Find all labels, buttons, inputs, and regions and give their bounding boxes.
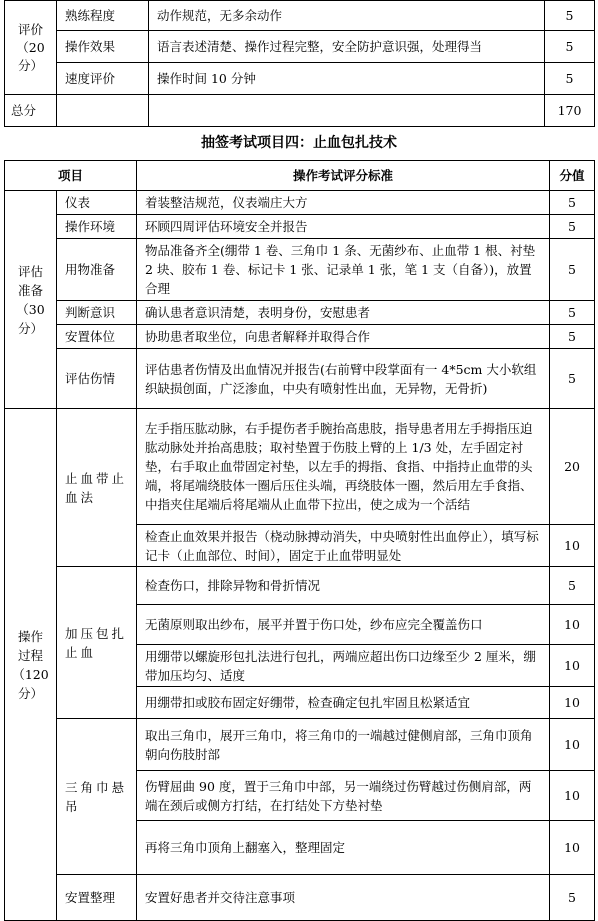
criteria-cell: 取出三角巾，展开三角巾，将三角巾的一端越过健侧肩部，三角巾顶角朝向伤肢肘部 (137, 719, 550, 771)
item-cell: 判断意识 (57, 301, 137, 325)
score-cell: 5 (550, 349, 595, 409)
score-cell: 5 (550, 325, 595, 349)
score-cell: 10 (550, 687, 595, 719)
criteria-cell: 物品准备齐全(绷带 1 卷、三角巾 1 条、无菌纱布、止血带 1 根、衬垫 2 块、胶布 1 卷、标记卡 1 张、记录单 1 张，笔 1 支（自备）)，放置合理 (137, 239, 550, 301)
criteria-cell: 语言表述清楚、操作过程完整，安全防护意识强，处理得当 (149, 31, 545, 63)
score-cell: 5 (550, 239, 595, 301)
criteria-cell: 用绷带以螺旋形包扎法进行包扎，两端应超出伤口边缘至少 2 厘米，绷带加压均匀、适度 (137, 645, 550, 687)
criteria-cell: 着装整洁规范，仪表端庄大方 (137, 191, 550, 215)
table-row (5, 325, 595, 349)
criteria-cell: 用绷带扣或胶布固定好绷带，检查确定包扎牢固且松紧适宜 (137, 687, 550, 719)
criteria-cell: 左手指压肱动脉，右手提伤者手腕抬高患肢，指导患者用左手拇指压迫肱动脉处并抬高患肢；取衬垫置于伤肢上臂的上 1/3 处，左手固定衬垫，右手取止血带固定衬垫，以左手的拇指、食指、中指持止血带的头端，将尾端绕肢体一圈后压住头端，再绕肢体一圈，然后用左手食指、中指夹住尾端后将尾端从止血带下拉出，使之成为一个活结 (137, 409, 550, 525)
item-cell: 评估伤情 (57, 349, 137, 409)
score-cell: 5 (550, 301, 595, 325)
header-criteria: 操作考试评分标准 (137, 161, 550, 191)
criteria-cell: 协助患者取坐位，向患者解释并取得合作 (137, 325, 550, 349)
table-row (5, 409, 595, 525)
item-cell: 加压包扎止血 (57, 567, 137, 719)
criteria-cell: 无菌原则取出纱布，展平并置于伤口处，纱布应完全覆盖伤口 (137, 605, 550, 645)
header-score: 分值 (550, 161, 595, 191)
criteria-cell: 检查伤口，排除异物和骨折情况 (137, 567, 550, 605)
item-cell: 止血带止血法 (57, 409, 137, 567)
item-cell: 操作效果 (57, 31, 149, 63)
header-item: 项目 (5, 161, 137, 191)
score-cell: 10 (550, 525, 595, 567)
table-row (5, 239, 595, 301)
item-cell: 操作环境 (57, 215, 137, 239)
category-cell: 评估 准备 （30 分） (5, 191, 57, 409)
table-row (5, 567, 595, 605)
score-cell: 5 (550, 215, 595, 239)
criteria-cell: 操作时间 10 分钟 (149, 63, 545, 95)
item-cell: 熟练程度 (57, 1, 149, 31)
item-cell: 三角巾悬吊 (57, 719, 137, 875)
score-cell: 10 (550, 645, 595, 687)
table-row (5, 63, 595, 95)
score-cell: 10 (550, 605, 595, 645)
score-cell: 20 (550, 409, 595, 525)
criteria-cell: 再将三角巾顶角上翻塞入，整理固定 (137, 821, 550, 875)
table-row (5, 349, 595, 409)
criteria-cell: 检查止血效果并报告（桡动脉搏动消失，中央喷射性出血停止），填写标记卡（止血部位、时间），固定于止血带明显处 (137, 525, 550, 567)
criteria-cell: 伤臂屈曲 90 度，置于三角巾中部，另一端绕过伤臂越过伤侧肩部，两端在颈后或侧方打结，在打结处下方垫衬垫 (137, 771, 550, 821)
item-cell: 安置整理 (57, 875, 137, 921)
item-cell: 安置体位 (57, 325, 137, 349)
empty-cell (57, 95, 149, 127)
item-cell: 速度评价 (57, 63, 149, 95)
criteria-cell: 动作规范，无多余动作 (149, 1, 545, 31)
criteria-cell: 环顾四周评估环境安全并报告 (137, 215, 550, 239)
table-row (5, 875, 595, 921)
table-row (5, 215, 595, 239)
score-cell: 10 (550, 719, 595, 771)
score-cell: 10 (550, 821, 595, 875)
total-label: 总分 (5, 95, 57, 127)
score-cell: 5 (550, 567, 595, 605)
criteria-cell: 安置好患者并交待注意事项 (137, 875, 550, 921)
criteria-cell: 评估患者伤情及出血情况并报告(右前臂中段掌面有一 4*5cm 大小软组织缺损创面，广泛渗血，中央有喷射性出血，无异物，无骨折) (137, 349, 550, 409)
table-row (5, 301, 595, 325)
total-row (5, 95, 595, 127)
header-row (5, 161, 595, 191)
score-cell: 5 (545, 63, 595, 95)
table-row (5, 1, 595, 31)
table-row (5, 31, 595, 63)
item-cell: 仪表 (57, 191, 137, 215)
empty-cell (149, 95, 545, 127)
total-score: 170 (545, 95, 595, 127)
item-cell: 用物准备 (57, 239, 137, 301)
table-row (5, 191, 595, 215)
score-cell: 5 (545, 31, 595, 63)
main-score-table (4, 160, 595, 921)
score-cell: 5 (545, 1, 595, 31)
score-cell: 5 (550, 191, 595, 215)
criteria-cell: 确认患者意识清楚，表明身份，安慰患者 (137, 301, 550, 325)
section-title: 抽签考试项目四：止血包扎技术 (201, 135, 397, 151)
score-cell: 10 (550, 771, 595, 821)
top-score-table (4, 0, 595, 127)
table-row (5, 719, 595, 771)
category-cell: 评价 （20 分） (5, 1, 57, 95)
category-cell: 操作 过程 （120 分） (5, 409, 57, 921)
score-cell: 5 (550, 875, 595, 921)
